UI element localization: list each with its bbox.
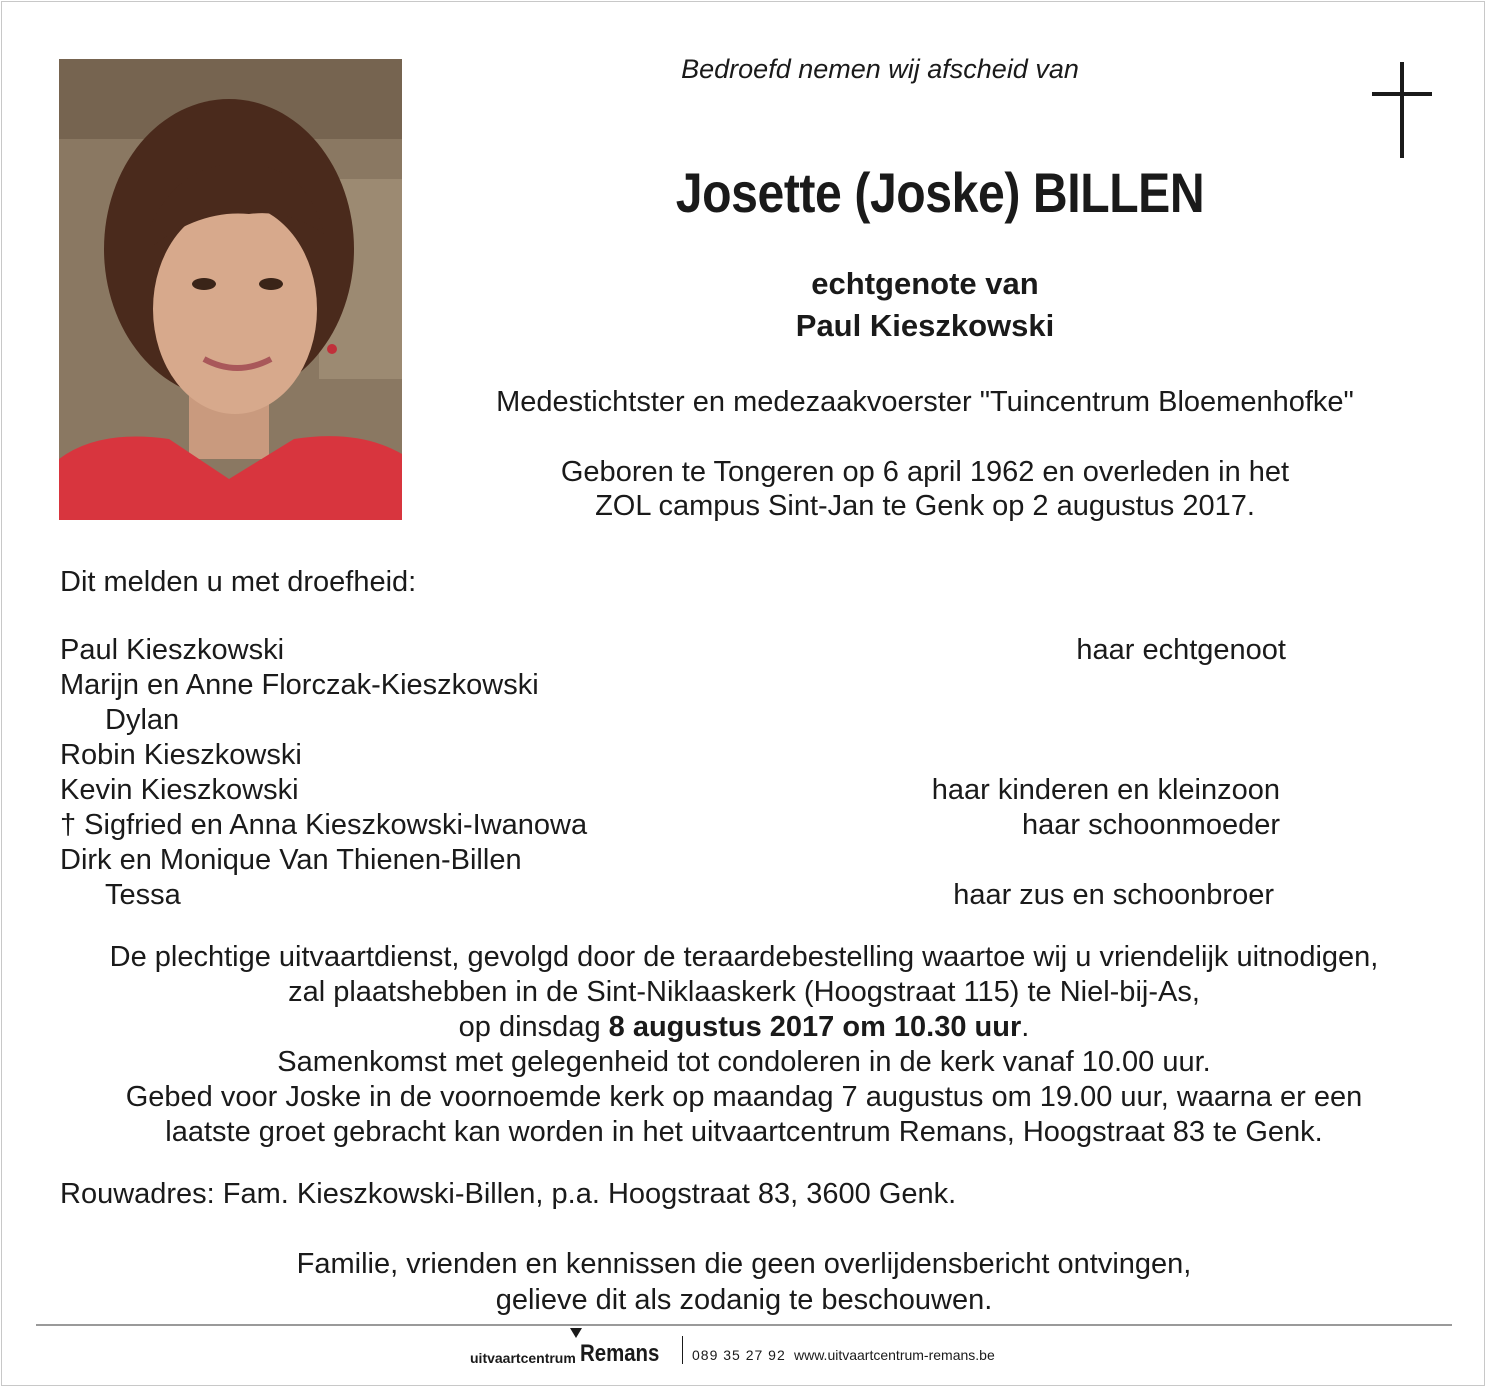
- family-member: Marijn en Anne Florczak-Kieszkowski: [60, 669, 539, 701]
- family-row: [60, 774, 1286, 809]
- family-intro: Dit melden u met droefheid:: [60, 566, 417, 598]
- intro-text: Bedroefd nemen wij afscheid van: [681, 54, 1079, 84]
- footer-brand-small: uitvaartcentrum: [470, 1350, 576, 1366]
- closing-line-1: Familie, vrienden en kennissen die geen overlijdensbericht ontvingen,: [296, 1248, 1192, 1280]
- service-line-4: Samenkomst met gelegenheid tot condoleren in de kerk vanaf 10.00 uur.: [277, 1046, 1211, 1078]
- family-member: Kevin Kieszkowski: [60, 774, 299, 806]
- spouse-label: echtgenote van: [811, 266, 1039, 301]
- family-member: † Sigfried en Anna Kieszkowski-Iwanowa: [60, 809, 588, 841]
- brand-triangle-icon: [570, 1328, 582, 1338]
- family-row: [60, 809, 1286, 844]
- portrait-photo: [59, 59, 402, 520]
- footer-separator: [682, 1336, 683, 1364]
- family-row: [60, 879, 1286, 914]
- family-member: Paul Kieszkowski: [60, 634, 285, 666]
- footer-divider: [36, 1324, 1452, 1326]
- family-member: Dirk en Monique Van Thienen-Billen: [60, 844, 522, 876]
- born-line-2: ZOL campus Sint-Jan te Genk op 2 augustus 2017.: [595, 490, 1255, 522]
- family-member: Robin Kieszkowski: [60, 739, 302, 771]
- service-date: 8 augustus 2017 om 10.30 uur: [608, 1011, 1022, 1043]
- service-line-5: Gebed voor Joske in de voornoemde kerk op maandag 7 augustus om 19.00 uur, waarna er een: [125, 1081, 1363, 1113]
- latin-cross-icon: [1372, 62, 1432, 158]
- family-member: Dylan: [105, 704, 180, 736]
- service-line-3: [40, 1011, 1448, 1044]
- footer: [0, 1336, 1488, 1376]
- family-row: [60, 669, 1286, 704]
- service-date-suffix: .: [1021, 1011, 1030, 1043]
- footer-phone: 089 35 27 92: [692, 1347, 786, 1363]
- founder-line: Medestichtster en medezaakvoerster "Tuincentrum Bloemenhofke": [496, 386, 1354, 418]
- family-row: [60, 844, 1286, 879]
- service-line-1: De plechtige uitvaartdienst, gevolgd door de teraardebestelling waartoe wij u vriendelijk uitnodigen,: [109, 941, 1379, 973]
- footer-website[interactable]: www.uitvaartcentrum-remans.be: [794, 1347, 995, 1363]
- mourning-address: Rouwadres: Fam. Kieszkowski-Billen, p.a. Hoogstraat 83, 3600 Genk.: [60, 1178, 957, 1210]
- family-row: [60, 704, 1286, 739]
- family-row: [60, 634, 1286, 669]
- born-line-1: Geboren te Tongeren op 6 april 1962 en overleden in het: [560, 456, 1290, 488]
- service-line-2: zal plaatshebben in de Sint-Niklaaskerk (Hoogstraat 115) te Niel-bij-As,: [288, 976, 1200, 1008]
- family-relation: haar echtgenoot: [1076, 634, 1286, 666]
- family-relation: haar kinderen en kleinzoon: [931, 774, 1280, 806]
- service-line-6: laatste groet gebracht kan worden in het uitvaartcentrum Remans, Hoogstraat 83 te Genk.: [165, 1116, 1323, 1148]
- deceased-name: Josette (Joske) BILLEN: [675, 161, 1205, 224]
- family-relation: haar zus en schoonbroer: [953, 879, 1274, 911]
- family-member: Tessa: [105, 879, 181, 911]
- closing-line-2: gelieve dit als zodanig te beschouwen.: [495, 1284, 993, 1316]
- service-date-prefix: op dinsdag: [458, 1011, 609, 1043]
- family-row: [60, 739, 1286, 774]
- footer-brand-name: Remans: [580, 1340, 660, 1367]
- family-relation: haar schoonmoeder: [1022, 809, 1280, 841]
- spouse-name: Paul Kieszkowski: [795, 308, 1055, 343]
